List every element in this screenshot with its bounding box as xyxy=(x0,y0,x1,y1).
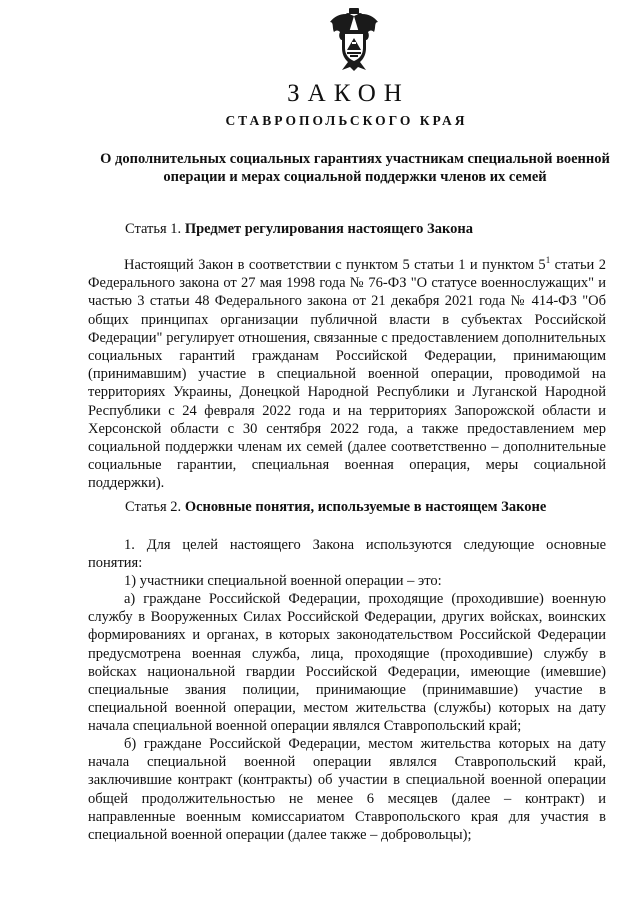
article-1-text-b: статьи 2 Федерального закона от 27 мая 1998 года № 76-ФЗ "О статусе военнослужащих" и частью 3 статьи 48 Федерального закона от 21 декабря 2021 года № 414-ФЗ "Об общих принципах организации публичной власти в субъектах Российской Федерации" регулирует отношения, связанные с предоставлением дополнительных социальных гарантий гражданам Российской Федерации, принимающим (принимавшим) участие в специальной военной операции, проводимой на территориях Украины, Донецкой Народной Республики и Луганской Народной Республики с 24 февраля 2022 года и на территориях Запорожской области и Херсонской области с 30 сентября 2022 года, а также предоставлением мер социальной поддержки членам их семей (далее соответственно – дополнительные социальные гарантии, специальная военная операция, меры социальной поддержки). xyxy=(88,257,606,492)
article-1-label: Статья 1. xyxy=(125,221,182,237)
law-subtitle: СТАВРОПОЛЬСКОГО КРАЯ xyxy=(225,113,468,128)
law-heading: О дополнительных социальных гарантиях участникам специальной военной операции и мерах социальной поддержки членов их семей xyxy=(100,151,610,185)
article-1-title: Предмет регулирования настоящего Закона xyxy=(184,221,473,237)
stavropol-coat-of-arms-icon xyxy=(328,8,380,72)
article-2-paragraph-1: 1. Для целей настоящего Закона используются следующие основные понятия: xyxy=(88,537,606,572)
article-1-heading xyxy=(125,221,473,238)
article-1-paragraph xyxy=(88,256,606,493)
article-1-text-a: Настоящий Закон в соответствии с пунктом 5 статьи 1 и пунктом 5 xyxy=(124,257,546,273)
article-1-superscript: 1 xyxy=(545,255,551,266)
article-2-title: Основные понятия, используемые в настоящем Законе xyxy=(184,499,547,515)
article-2-paragraph-2: 1) участники специальной военной операции – это: xyxy=(124,573,442,589)
article-2-paragraph-3: а) граждане Российской Федерации, проходящие (проходившие) военную службу в Вооруженных Силах Российской Федерации, других войсках, воинских формированиях и органах, в которых законодательством Российской Федерации предусмотрена военная служба, лица, проходящие (проходившие) службу в войсках национальной гвардии Российской Федерации, имеющие (имевшие) специальные звания полиции, принимающие (принимавшие) участие в специальной военной операции, местом жительства (службы) которых на дату начала специальной военной операции являлся Ставропольский край; xyxy=(88,591,606,735)
article-2-heading xyxy=(125,499,546,516)
article-2-paragraph-4: б) граждане Российской Федерации, местом жительства которых на дату начала специальной военной операции являлся Ставропольский край, заключившие контракт (контракты) об участии в специальной военной операции общей продолжительностью не менее 6 месяцев (далее – контракт) и направленные военным комиссариатом Ставропольского края для участия в специальной военной операции (далее также – добровольцы); xyxy=(88,736,606,844)
law-title: ЗАКОН xyxy=(287,80,410,107)
article-2-label: Статья 2. xyxy=(125,499,182,515)
